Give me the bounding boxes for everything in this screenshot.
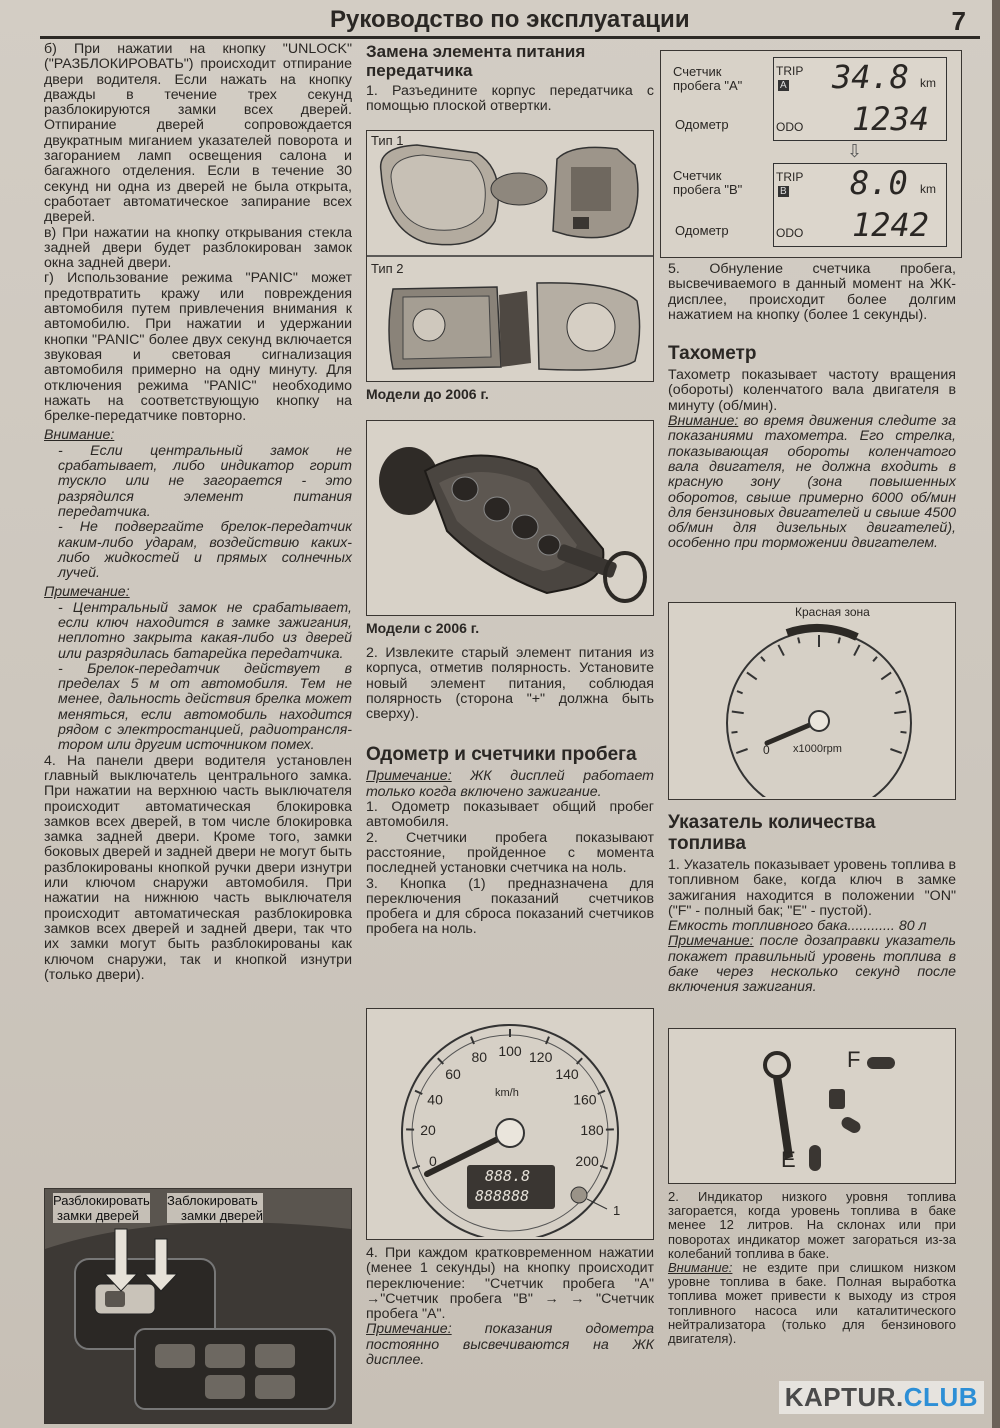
column-3-bottom [668, 1190, 956, 1346]
lcd-trip-tag-a: TRIP [776, 64, 804, 78]
fuel-note-text: после дозаправки указатель покажет правильный уровень топлива в баке через несколько секунд после включения зажигания. [668, 933, 956, 996]
site-watermark [779, 1381, 984, 1414]
tach-attention-label: Внимание: [668, 413, 739, 430]
fuel-item-2: 2. Индикатор низкого уровня топлива загорается, когда уровень топлива в баке менее 12 литров. На склонах или при поворотах индикатор может загораться из-за колебаний топлива в баке. [668, 1189, 956, 1261]
label-lock-doors-2: замки дверей [181, 1208, 263, 1223]
tach-zero-label: 0 [763, 743, 770, 757]
fuel-gauge-illustration [669, 1029, 955, 1181]
note-item-1: - Центральный замок не срабатывает, если ключ находится в замке зажигания, неплотно закрыта какая-либо из дверей или разрядилась батарейка передатчика. [58, 599, 352, 662]
transmitter-figure-after-2006 [366, 420, 654, 616]
lcd-trip-b-label-2: пробега "B" [673, 182, 743, 197]
lcd-trip-tag-b: TRIP [776, 170, 804, 184]
fuel-attention-label: Внимание: [668, 1260, 733, 1276]
paragraph-door-switch: 4. На панели двери водителя установлен главный выключатель центрального замка. При нажатии на верхнюю часть выключателя происходит автоматическая блокировка замков всех дверей, в том числе блокировка замка задней двери. Кроме того, замки боковых дверей и задней двери не могут быть разблокированы кнопкой ручки двери изнутри или ключом снаружи автомобиля. При нажатии на нижнюю часть выключателя происходит автоматическая разблокировка замков всех дверей и задней двери, так что их замки могут быть разблокированы как ключом снаружи, так и кнопкой изнутри (только двери). [44, 752, 352, 983]
fuel-note-label: Примечание: [668, 933, 754, 950]
battery-step-2: 2. Извлеките старый элемент питания из корпуса, отметив полярность. Установите новый элемент питания, соблюдая полярность (сторона "+" должна быть сверху). [366, 645, 654, 723]
lcd-km-a: km [920, 76, 936, 90]
tacho-tick-mark [798, 638, 799, 644]
heading-fuel-gauge: Указатель количества топлива [668, 812, 876, 854]
header-title: Руководство по эксплуатации [330, 6, 690, 33]
lcd-odo-tag-a: ODO [776, 120, 804, 134]
page-number: 7 [951, 6, 966, 36]
lcd-odometer-b-value: 1242 [852, 206, 930, 244]
tach-unit-label: x1000rpm [793, 743, 842, 755]
caption-after-2006: Модели с 2006 г. [366, 620, 480, 636]
label-lock-doors-1: Заблокировать [167, 1193, 258, 1208]
watermark-part-2: CLUB [903, 1382, 978, 1412]
speedo-tick-label: 120 [529, 1049, 553, 1065]
red-zone-label: Красная зона [795, 605, 870, 619]
fuel-attention-text: не ездите при слишком низком уровне топлива в баке. Полная выработка топлива может привести к выходу из строя топливного насоса или каталитического нейтрализатора (только для бензинового двигателя). [668, 1260, 956, 1347]
paragraph-rear-glass: в) При нажатии на кнопку открывания стекла задней двери будет разблокирован замок окна задней двери. [44, 224, 352, 272]
fuel-gauge-figure [668, 1028, 956, 1184]
speedo-tick-label: 60 [445, 1066, 461, 1082]
trip-lcd-figure [660, 50, 962, 258]
lcd-trip-b-value: 8.0 [850, 164, 908, 202]
speedo-tick-label: 40 [427, 1091, 443, 1108]
speedo-tick-label: 180 [580, 1122, 604, 1139]
column-3-upper [668, 262, 956, 552]
fuel-full-mark: F [847, 1047, 861, 1072]
note-lcd-text: ЖК дисплей работает только когда включено зажигание. [366, 768, 654, 800]
transmitter-figure-before-2006 [366, 130, 654, 382]
label-unlock-doors-1: Разблокировать [53, 1193, 150, 1208]
paragraph-panic: г) Использование режима "PANIC" может предотвратить кражу или повреждения автомобиля путем привлечения внимания к автомобилю. При нажатии и удержании кнопки "PANIC" более двух секунд включается звуковая и световая сигнализация автомобиля примерно на одну минуту. Для отключения режима "PANIC" необходимо нажать на соответствующую кнопку на брелке-передатчике повторно. [44, 270, 352, 425]
column-2-bottom [366, 1246, 654, 1368]
lcd-trip-b-label-1: Счетчик [673, 168, 722, 183]
note-odo-text: показания одометра постоянно высвечиваются на ЖК дисплее. [366, 1321, 654, 1369]
lcd-odometer-label-b: Одометр [675, 223, 729, 238]
attention-label: Внимание: [44, 427, 115, 444]
speedo-callout-1: 1 [613, 1203, 621, 1218]
heading-tachometer: Тахометр [668, 343, 757, 365]
tacho-tick-mark [901, 732, 907, 733]
lcd-odometer-a-value: 1234 [852, 100, 930, 138]
tachometer-text: Тахометр показывает частоту вращения (обороты) коленчатого вала двигателя в минуту (об/мин). [668, 367, 956, 414]
lcd-trip-a-label-2: пробега "A" [673, 78, 743, 93]
page-header [0, 0, 1000, 38]
lcd-letter-b: B [780, 186, 787, 197]
label-type-2: Тип 2 [371, 261, 404, 276]
lcd-letter-a: A [780, 80, 787, 91]
tachometer-gauge [669, 603, 955, 797]
speedo-tick-label: 200 [575, 1153, 599, 1169]
lcd-panel-a [773, 57, 947, 141]
label-type-1: Тип 1 [371, 133, 404, 148]
note-label: Примечание: [44, 584, 130, 601]
speedo-tick-label: 80 [471, 1049, 488, 1065]
tachometer-figure [668, 602, 956, 800]
tacho-tick-mark [839, 638, 840, 644]
speedo-tick-label: 160 [573, 1091, 597, 1108]
caption-before-2006: Модели до 2006 г. [366, 386, 489, 402]
speedo-tick-label: 100 [498, 1043, 522, 1059]
transmitter-illustration [367, 131, 653, 379]
lcd-trip-a-value: 34.8 [832, 58, 910, 96]
tacho-tick-mark [732, 732, 738, 733]
door-switch-figure [44, 1188, 352, 1424]
attention-item-1: - Если центральный замок не срабатывает, либо индикатор горит тускло или не загорается - это разрядился элемент питания передатчика. [58, 442, 352, 520]
speedo-lcd-top: 888.8 [485, 1167, 531, 1185]
odometer-item-4: 4. При каждом кратковременном нажатии (менее 1 секунды) на кнопку происходит переключение: "Счетчик пробега "A" →"Счетчик пробега "B" → → "Счетчик пробега "A". [366, 1245, 654, 1323]
speedo-tick-label: 140 [555, 1066, 579, 1082]
label-unlock-doors-2: замки дверей [57, 1208, 139, 1223]
battery-step-1: 1. Разъедините корпус передатчика с помощью плоской отвертки. [366, 83, 654, 115]
speedo-tick-label: 20 [420, 1122, 436, 1139]
lcd-odo-tag-b: ODO [776, 226, 804, 240]
speedo-unit: km/h [495, 1087, 519, 1099]
column-2 [366, 42, 654, 115]
fuel-item-1: 1. Указатель показывает уровень топлива в топливном баке, когда ключ в замке зажигания находится в положении "ON" ("F" - полный бак; "E" - пустой). [668, 857, 956, 919]
speedometer-figure [366, 1008, 654, 1240]
lcd-step-5: 5. Обнуление счетчика пробега, высвечиваемого в данный момент на ЖК-дисплее, происходит более долгим нажатием на кнопку (более 1 секунды). [668, 261, 956, 323]
heading-odometer: Одометр и счетчики пробега [366, 744, 637, 766]
lcd-panel-b [773, 163, 947, 247]
odometer-item-1: 1. Одометр показывает общий пробег автомобиля. [366, 799, 654, 831]
odometer-item-2: 2. Счетчики пробега показывают расстояние, пройденное с момента последней установки счетчика на ноль. [366, 829, 654, 877]
tach-attention-text: во время движения следите за показаниями тахометра. Его стрелка, показывающая обороты коленчатого вала двигателя, не должна входить в красную зону (зона повышенных оборотов, свыше примерно 6000 об/мин для бензиновых двигателей и свыше 4500 об/мин для дизельных двигателей), особенно при торможении двигателем. [668, 413, 956, 552]
speedo-lcd-bottom: 888888 [475, 1187, 530, 1205]
column-1 [44, 42, 352, 983]
column-2-lower [366, 646, 654, 938]
fuel-empty-mark: E [781, 1147, 796, 1172]
door-panel-illustration [45, 1189, 351, 1423]
note-odo-label: Примечание: [366, 1321, 452, 1338]
column-3-fuel [668, 812, 956, 996]
odometer-item-3: 3. Кнопка (1) предназначена для переключения показаний счетчиков пробега и для сброса показаний счетчиков пробега на ноль. [366, 875, 654, 938]
attention-item-2: - Не подвергайте брелок-передатчик каким-либо ударам, воздействию каких-либо жидкостей и прямых солнечных лучей. [58, 519, 352, 582]
lcd-km-b: km [920, 182, 936, 196]
speedo-tick-label: 0 [429, 1153, 437, 1169]
paragraph-unlock: б) При нажатии на кнопку "UNLOCK" ("РАЗБЛОКИРОВАТЬ") происходит отпирание двери водителя. Если нажать на кнопку дважды в течение трех секунд разблокируются замки всех дверей. Отпирание дверей сопровождается двукратным миганием указателей поворота и загоранием ламп освещения салона и багажного отделения. Если в течение 30 секунд ни одна из дверей не была открыта, сработает автоматическое запирание всех дверей. [44, 41, 352, 226]
note-item-2: - Брелок-передатчик действует в пределах 5 м от автомобиля. Тем не менее, дальность действия брелка может меняться, если автомобиль находится рядом с электростанцией, радиотрансля-тором или другим источником помех. [58, 660, 352, 754]
watermark-part-1: KAPTUR. [784, 1382, 904, 1412]
lcd-odometer-label-a: Одометр [675, 117, 729, 132]
note-lcd-label: Примечание: [366, 768, 452, 785]
lcd-trip-a-label-1: Счетчик [673, 64, 722, 79]
down-arrow-icon: ⇩ [847, 141, 863, 161]
header-rule [40, 36, 980, 39]
key-fob-illustration [367, 421, 653, 613]
page-edge [992, 0, 1000, 1428]
fuel-capacity: Емкость топливного бака............ 80 л [668, 918, 927, 935]
heading-battery-replacement: Замена элемента питания передатчика [366, 42, 586, 80]
